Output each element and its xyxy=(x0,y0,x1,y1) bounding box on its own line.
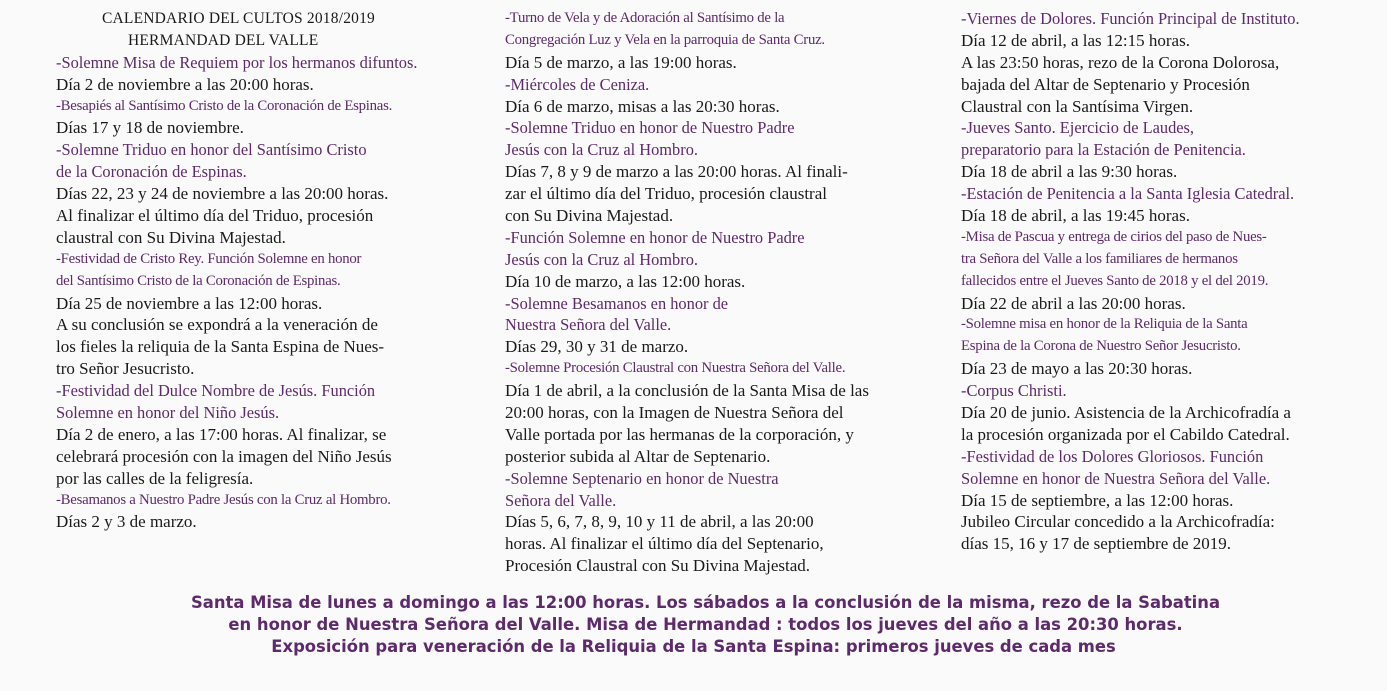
event-title-line: -Solemne Triduo en honor de Nuestro Padre xyxy=(505,118,795,138)
event-detail-line: Día 2 de enero, a las 17:00 horas. Al finalizar, se xyxy=(56,424,387,444)
event-detail-line: A las 23:50 horas, rezo de la Corona Dolorosa, xyxy=(961,52,1280,72)
event-detail-line: zar el último día del Triduo, procesión claustral xyxy=(505,184,827,204)
event-title-line: -Festividad de Cristo Rey. Función Solemne en honor xyxy=(56,250,362,267)
event-title-line: -Solemne Procesión Claustral con Nuestra Señora del Valle. xyxy=(505,360,846,377)
event-detail-line: por las calles de la feligresía. xyxy=(56,468,254,488)
event-title-line: -Función Solemne en honor de Nuestro Padre xyxy=(505,227,805,247)
calendar-title: CALENDARIO DEL CULTOS 2018/2019 xyxy=(102,10,376,27)
event-title-line: Espina de la Corona de Nuestro Señor Jesucristo. xyxy=(961,338,1241,355)
event-detail-line: posterior subida al Altar de Septenario. xyxy=(505,446,771,466)
event-detail-line: Valle portada por las hermanas de la corporación, y xyxy=(505,424,854,444)
event-detail-line: Días 29, 30 y 31 de marzo. xyxy=(505,337,689,357)
event-detail-line: Procesión Claustral con Su Divina Majestad. xyxy=(505,556,811,576)
event-detail-line: la procesión organizada por el Cabildo Catedral. xyxy=(961,424,1290,444)
event-detail-line: Día 6 de marzo, misas a las 20:30 horas. xyxy=(505,96,780,116)
event-title-line: Congregación Luz y Vela en la parroquia de Santa Cruz. xyxy=(505,31,825,48)
event-title-line: -Festividad del Dulce Nombre de Jesús. Función xyxy=(56,381,376,401)
event-title-line: -Solemne Septenario en honor de Nuestra xyxy=(505,468,779,488)
event-detail-line: Día 10 de marzo, a las 12:00 horas. xyxy=(505,271,746,291)
event-title-line: del Santísimo Cristo de la Coronación de Espinas. xyxy=(56,272,341,289)
footer-line-1: Santa Misa de lunes a domingo a las 12:00 horas. Los sábados a la conclusión de la misma, rezo de la Sabatina xyxy=(190,593,1221,612)
event-detail-line: Jubileo Circular concedido a la Archicofradía: xyxy=(961,512,1275,532)
footer-line-2: en honor de Nuestra Señora del Valle. Misa de Hermandad : todos los jueves del año a las 20:30 horas. xyxy=(228,615,1183,634)
event-title-line: Solemne en honor del Niño Jesús. xyxy=(56,403,280,423)
event-title-line: -Corpus Christi. xyxy=(961,381,1067,401)
event-detail-line: claustral con Su Divina Majestad. xyxy=(56,227,286,247)
event-title-line: -Solemne Misa de Requiem por los hermanos difuntos. xyxy=(56,52,418,72)
event-detail-line: Claustral con la Santísima Virgen. xyxy=(961,96,1194,116)
column-2 xyxy=(505,8,925,577)
event-title-line: preparatorio para la Estación de Penitencia. xyxy=(961,140,1246,160)
event-detail-line: Días 22, 23 y 24 de noviembre a las 20:00 horas. xyxy=(56,184,389,204)
event-detail-line: Día 18 de abril a las 9:30 horas. xyxy=(961,162,1178,182)
event-detail-line: bajada del Altar de Septenario y Procesión xyxy=(961,74,1250,94)
event-title-line: -Festividad de los Dolores Gloriosos. Función xyxy=(961,446,1264,466)
column-1 xyxy=(56,8,476,533)
event-detail-line: Día 15 de septiembre, a las 12:00 horas. xyxy=(961,490,1234,510)
footer-line-3: Exposición para veneración de la Reliquia de la Santa Espina: primeros jueves de cada mes xyxy=(271,637,1116,656)
event-detail-line: Días 7, 8 y 9 de marzo a las 20:00 horas. Al finali- xyxy=(505,162,848,182)
event-title-line: Solemne en honor de Nuestra Señora del Valle. xyxy=(961,468,1271,488)
event-detail-line: Día 20 de junio. Asistencia de la Archicofradía a xyxy=(961,403,1291,423)
event-title-line: -Solemne Besamanos en honor de xyxy=(505,293,729,313)
column-3-entries xyxy=(961,8,1376,555)
column-1-entries xyxy=(56,52,476,534)
column-2-entries xyxy=(505,8,925,577)
event-detail-line: con Su Divina Majestad. xyxy=(505,206,674,226)
event-detail-line: Día 23 de mayo a las 20:30 horas. xyxy=(961,359,1193,379)
event-title-line: -Turno de Vela y de Adoración al Santísimo de la xyxy=(505,10,785,26)
event-detail-line: los fieles la reliquia de la Santa Espina de Nues- xyxy=(56,337,385,357)
event-title-line: Señora del Valle. xyxy=(505,490,617,510)
event-detail-line: Día 5 de marzo, a las 19:00 horas. xyxy=(505,52,737,72)
event-detail-line: Día 1 de abril, a la conclusión de la Santa Misa de las xyxy=(505,381,869,401)
event-title-line: -Misa de Pascua y entrega de cirios del paso de Nues- xyxy=(961,228,1267,245)
event-detail-line: Día 18 de abril, a las 19:45 horas. xyxy=(961,206,1190,226)
column-3 xyxy=(961,8,1376,555)
event-detail-line: Al finalizar el último día del Triduo, procesión xyxy=(56,206,374,226)
event-title-line: -Solemne misa en honor de la Reliquia de la Santa xyxy=(961,316,1248,333)
event-title-line: -Jueves Santo. Ejercicio de Laudes, xyxy=(961,118,1195,138)
event-title-line: Jesús con la Cruz al Hombro. xyxy=(505,140,699,160)
event-detail-line: Días 5, 6, 7, 8, 9, 10 y 11 de abril, a las 20:00 xyxy=(505,512,814,532)
event-title-line: Nuestra Señora del Valle. xyxy=(505,315,672,335)
event-detail-line: días 15, 16 y 17 de septiembre de 2019. xyxy=(961,534,1232,554)
event-title-line: tra Señora del Valle a los familiares de hermanos xyxy=(961,250,1238,267)
event-title-line: de la Coronación de Espinas. xyxy=(56,162,247,182)
event-detail-line: Días 2 y 3 de marzo. xyxy=(56,512,197,532)
event-title-line: -Besapiés al Santísimo Cristo de la Coronación de Espinas. xyxy=(56,97,393,114)
event-detail-line: Día 25 de noviembre a las 12:00 horas. xyxy=(56,293,323,313)
event-detail-line: celebrará procesión con la imagen del Niño Jesús xyxy=(56,446,392,466)
event-detail-line: Día 12 de abril, a las 12:15 horas. xyxy=(961,30,1190,50)
event-title-line: -Estación de Penitencia a la Santa Iglesia Catedral. xyxy=(961,184,1295,204)
brotherhood-name: HERMANDAD DEL VALLE xyxy=(128,31,319,49)
footer-notice xyxy=(0,592,1387,658)
event-title-line: -Miércoles de Ceniza. xyxy=(505,74,650,94)
event-title-line: -Besamanos a Nuestro Padre Jesús con la Cruz al Hombro. xyxy=(56,491,391,508)
event-title-line: Jesús con la Cruz al Hombro. xyxy=(505,249,699,269)
event-detail-line: Día 22 de abril a las 20:00 horas. xyxy=(961,293,1186,313)
event-title-line: -Solemne Triduo en honor del Santísimo Cristo xyxy=(56,140,367,160)
event-detail-line: A su conclusión se expondrá a la veneración de xyxy=(56,315,378,335)
event-detail-line: Día 2 de noviembre a las 20:00 horas. xyxy=(56,74,314,94)
event-detail-line: Días 17 y 18 de noviembre. xyxy=(56,118,244,138)
event-title-line: fallecidos entre el Jueves Santo de 2018 y el del 2019. xyxy=(961,272,1269,289)
event-detail-line: horas. Al finalizar el último día del Septenario, xyxy=(505,534,824,554)
event-title-line: -Viernes de Dolores. Función Principal de Instituto. xyxy=(961,9,1300,28)
event-detail-line: 20:00 horas, con la Imagen de Nuestra Señora del xyxy=(505,403,844,423)
event-detail-line: tro Señor Jesucristo. xyxy=(56,359,195,379)
